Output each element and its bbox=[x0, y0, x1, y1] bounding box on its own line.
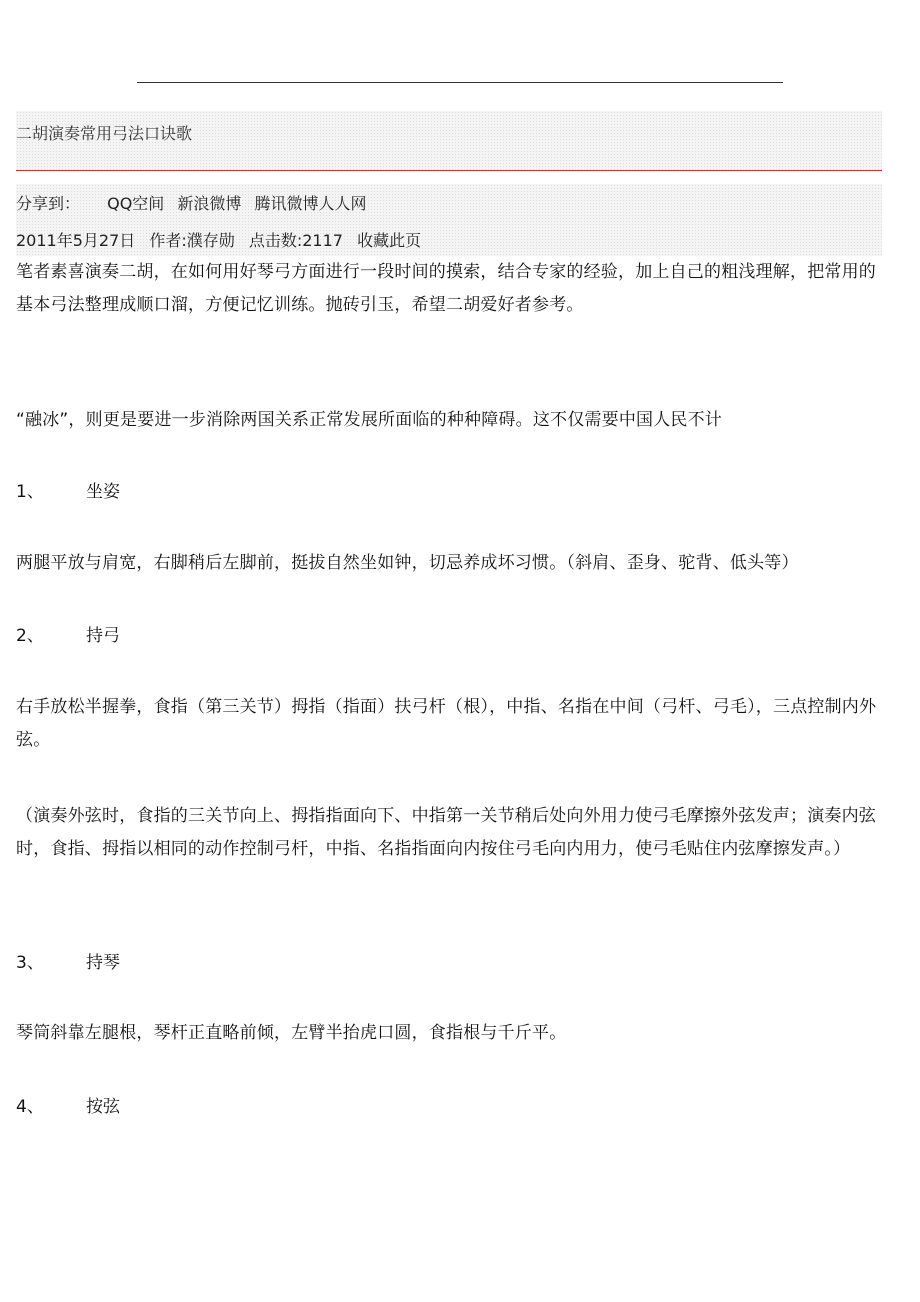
section-heading-4 bbox=[16, 1095, 120, 1119]
section-number: 2、 bbox=[16, 626, 44, 646]
section-heading-1 bbox=[16, 480, 120, 504]
share-label: 分享到： bbox=[16, 194, 81, 213]
section-1-paragraph: 两腿平放与肩宽，右脚稍后左脚前，挺拔自然坐如钟，切忌养成坏习惯。（斜肩、歪身、驼背、低头等） bbox=[16, 553, 799, 573]
article-title: 二胡演奏常用弓法口诀歌 bbox=[16, 124, 193, 143]
section-2-paragraph-1: 右手放松半握拳，食指（第三关节）拇指（指面）扶弓杆（根），中指、名指在中间（弓杆、弓毛），三点控制内外弦。 bbox=[16, 697, 877, 750]
publish-date: 2011年5月27日 bbox=[16, 231, 136, 250]
author: 作者:濮存勋 bbox=[149, 231, 235, 250]
top-divider bbox=[137, 82, 783, 83]
section-title: 持琴 bbox=[86, 953, 120, 973]
section-number: 3、 bbox=[16, 953, 44, 973]
stray-paragraph: “融冰”，则更是要进一步消除两国关系正常发展所面临的种种障碍。这不仅需要中国人民不计 bbox=[16, 410, 723, 430]
share-sina-weibo-link[interactable]: 新浪微博 bbox=[177, 194, 242, 213]
title-divider bbox=[16, 170, 882, 171]
section-title: 持弓 bbox=[86, 626, 120, 646]
click-count: 点击数:2117 bbox=[248, 231, 343, 250]
section-title: 按弦 bbox=[86, 1097, 120, 1117]
favorite-link[interactable]: 收藏此页 bbox=[357, 231, 422, 250]
section-2-paragraph-2: （演奏外弦时，食指的三关节向上、拇指指面向下、中指第一关节稍后处向外用力使弓毛摩擦外弦发声；演奏内弦时，食指、拇指以相同的动作控制弓杆，中指、名指指面向内按住弓毛向内用力，使弓毛贴住内弦摩擦发声。） bbox=[16, 806, 876, 859]
section-title: 坐姿 bbox=[86, 482, 120, 502]
share-tencent-renren-link[interactable]: 腾讯微博人人网 bbox=[254, 194, 367, 213]
section-number: 1、 bbox=[16, 482, 44, 502]
section-heading-3 bbox=[16, 951, 120, 975]
share-bar bbox=[16, 191, 375, 214]
section-3-paragraph: 琴筒斜靠左腿根，琴杆正直略前倾，左臂半抬虎口圆，食指根与千斤平。 bbox=[16, 1023, 567, 1043]
section-heading-2 bbox=[16, 624, 120, 648]
section-number: 4、 bbox=[16, 1097, 44, 1117]
article-meta bbox=[16, 228, 430, 251]
meta-band bbox=[16, 184, 882, 256]
intro-paragraph: 笔者素喜演奏二胡，在如何用好琴弓方面进行一段时间的摸索，结合专家的经验，加上自己的粗浅理解，把常用的基本弓法整理成顺口溜，方便记忆训练。抛砖引玉，希望二胡爱好者参考。 bbox=[16, 262, 876, 315]
share-qq-link[interactable]: QQ空间 bbox=[107, 194, 165, 213]
title-band bbox=[16, 111, 882, 170]
